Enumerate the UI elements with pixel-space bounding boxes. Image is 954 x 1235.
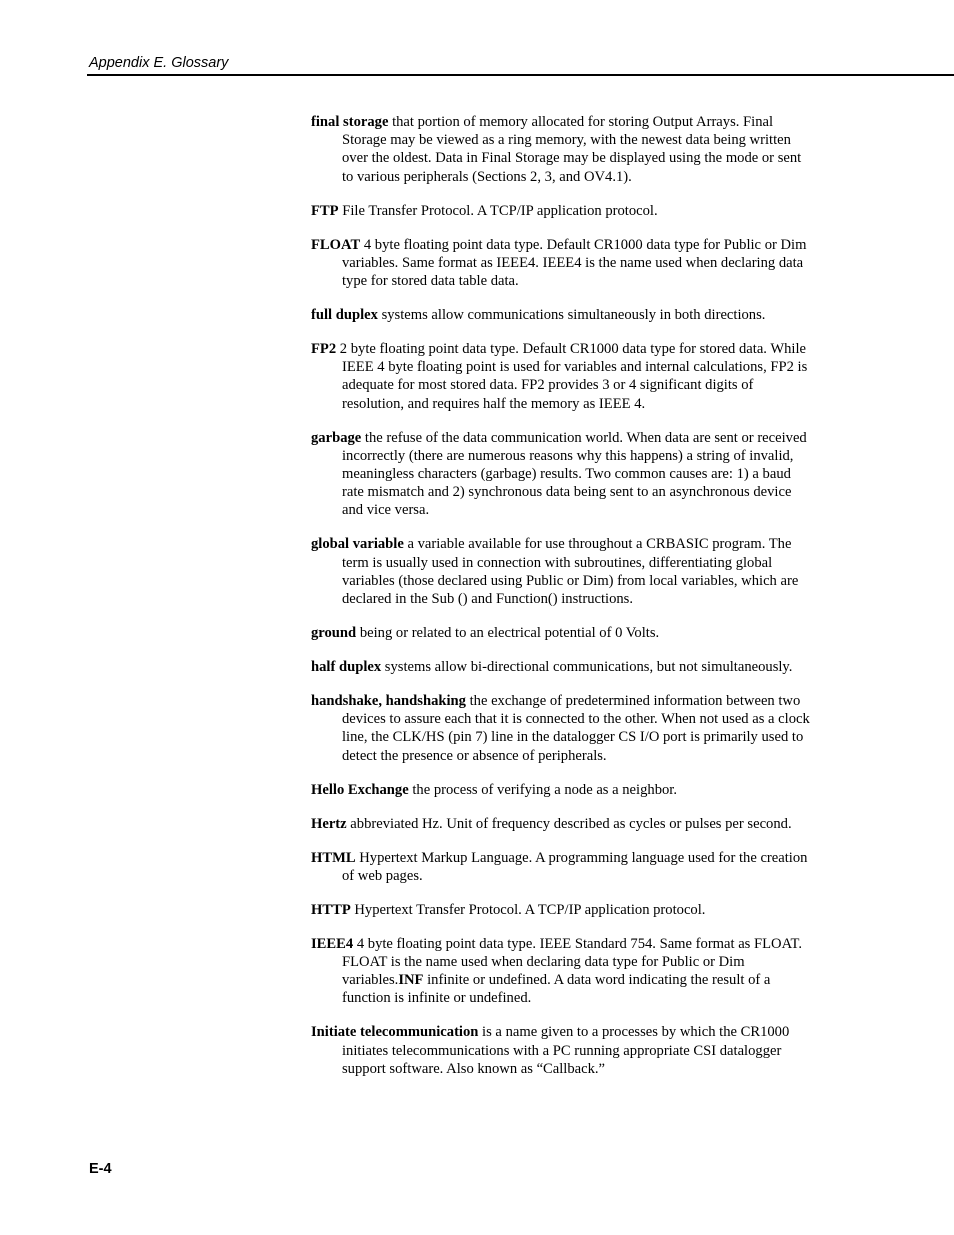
glossary-definition: Hypertext Markup Language. A programming language used for the creation of web pages. — [342, 849, 808, 884]
glossary-entry-fp2 — [311, 340, 811, 413]
glossary-term: HTML — [311, 849, 356, 866]
glossary-definition: Hypertext Transfer Protocol. A TCP/IP application protocol. — [350, 901, 706, 918]
glossary-definition: the exchange of predetermined information between two devices to assure each that it is connected to the other. When not used as a clock line, the CLK/HS (pin 7) line in the datalogger CS I/O port is primarily used to detect the presence or absence of peripherals. — [342, 693, 810, 764]
glossary-definition: 4 byte floating point data type. Default CR1000 data type for Public or Dim variables. Same format as IEEE4. IEEE4 is the name used when declaring data type for stored data table data. — [342, 236, 807, 290]
page-number: E-4 — [89, 1161, 112, 1177]
glossary-term: ground — [311, 625, 357, 642]
glossary-term: HTTP — [311, 901, 351, 918]
glossary-definition: File Transfer Protocol. A TCP/IP application protocol. — [338, 202, 658, 219]
glossary-term: Hello Exchange — [311, 781, 409, 798]
glossary-term: garbage — [311, 429, 362, 446]
glossary-entry-hertz — [311, 815, 811, 833]
glossary-entry-full-duplex — [311, 306, 811, 324]
glossary-definition: 4 byte floating point data type. IEEE Standard 754. Same format as FLOAT. FLOAT is the name used when declaring data type for Public or Dim variables. — [342, 935, 802, 989]
glossary-entry-ground — [311, 624, 811, 642]
glossary-definition: systems allow bi-directional communications, but not simultaneously. — [381, 659, 793, 676]
glossary-definition: systems allow communications simultaneously in both directions. — [377, 307, 766, 324]
glossary-definition: the process of verifying a node as a neighbor. — [408, 781, 677, 798]
glossary-entry-handshake — [311, 692, 811, 765]
glossary-definition: the refuse of the data communication world. When data are sent or received incorrectly (there are numerous reasons why this happens) a string of invalid, meaningless characters (garbage) results. Two common causes are: 1) a baud rate mismatch and 2) synchronous data being sent to an asynchronous device and vice versa. — [342, 429, 807, 519]
glossary-definition: abbreviated Hz. Unit of frequency described as cycles or pulses per second. — [346, 815, 792, 832]
glossary-entry-global-variable — [311, 535, 811, 608]
glossary-definition: that portion of memory allocated for storing Output Arrays. Final Storage may be viewed as a ring memory, with the newest data being written over the oldest. Data in Final Storage may be displayed using the mode or sent to various peripherals (Sections 2, 3, and OV4.1). — [342, 114, 802, 185]
glossary-entry-hello-exchange — [311, 781, 811, 799]
glossary-term: half duplex — [311, 659, 382, 676]
glossary-entry-initiate-telecommunication — [311, 1023, 811, 1078]
glossary-term: handshake, handshaking — [311, 693, 466, 710]
glossary-entry-http — [311, 901, 811, 919]
glossary-entry-float — [311, 236, 811, 291]
glossary-term-inf: INF — [398, 972, 424, 989]
glossary-term: Hertz — [311, 815, 347, 832]
glossary-term: Initiate telecommunication — [311, 1024, 479, 1041]
glossary-definition: being or related to an electrical potential of 0 Volts. — [356, 625, 660, 642]
glossary-list — [311, 113, 811, 1094]
glossary-entry-garbage — [311, 429, 811, 520]
glossary-entry-ftp — [311, 202, 811, 220]
glossary-definition-inf: infinite or undefined. A data word indicating the result of a function is infinite or undefined. — [342, 972, 771, 1007]
glossary-definition: a variable available for use throughout a CRBASIC program. The term is usually used in connection with subroutines, differentiating global variables (those declared using Public or Dim) from local variables, which are declared in the Sub () and Function() instructions. — [342, 536, 799, 608]
glossary-term: full duplex — [311, 307, 378, 324]
glossary-definition: is a name given to a processes by which the CR1000 initiates telecommunications with a PC running appropriate CSI datalogger support software. Also known as “Callback.” — [342, 1024, 790, 1077]
glossary-term: FLOAT — [311, 236, 361, 253]
glossary-entry-half-duplex — [311, 658, 811, 676]
glossary-entry-final-storage — [311, 113, 811, 186]
glossary-entry-ieee4 — [311, 935, 811, 1008]
running-header: Appendix E. Glossary — [89, 55, 229, 71]
header-rule — [87, 74, 954, 76]
glossary-definition: 2 byte floating point data type. Default CR1000 data type for stored data. While IEEE 4 byte floating point is used for variables and internal calculations, FP2 is adequate for most stored data. FP2 provides 3 or 4 significant digits of resolution, and requires half the memory as IEEE 4. — [336, 341, 808, 412]
glossary-term: final storage — [311, 114, 389, 130]
glossary-term: FP2 — [311, 341, 337, 358]
glossary-term: FTP — [311, 202, 339, 219]
glossary-term: IEEE4 — [311, 935, 354, 952]
glossary-entry-html — [311, 849, 811, 885]
glossary-term: global variable — [311, 536, 404, 553]
